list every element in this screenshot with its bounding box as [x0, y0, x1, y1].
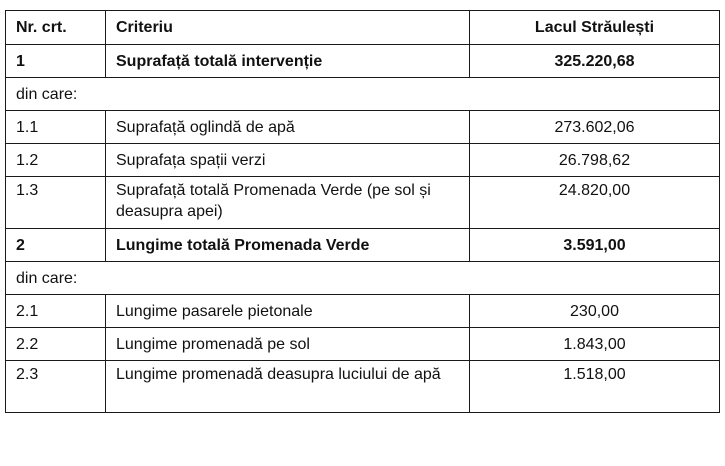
criteria-table: [5, 10, 720, 413]
table-row: [6, 295, 720, 328]
table-row: [6, 361, 720, 413]
row-nr: 2.1: [6, 295, 106, 328]
table-row: [6, 144, 720, 177]
table-row: [6, 111, 720, 144]
row-criteriu: Suprafața spații verzi: [106, 144, 470, 177]
row-criteriu: Suprafață totală Promenada Verde (pe sol și deasupra apei): [106, 177, 470, 229]
row-value: 24.820,00: [470, 177, 720, 229]
row-nr: 1.2: [6, 144, 106, 177]
row-value: 230,00: [470, 295, 720, 328]
row-criteriu: Lungime promenadă deasupra luciului de apă: [106, 361, 470, 413]
table-row-subheading: [6, 78, 720, 111]
row-nr: 2.3: [6, 361, 106, 413]
row-nr: 1.3: [6, 177, 106, 229]
row-nr: 1: [6, 45, 106, 78]
table-row: [6, 229, 720, 262]
row-criteriu: Lungime pasarele pietonale: [106, 295, 470, 328]
row-criteriu: Lungime totală Promenada Verde: [106, 229, 470, 262]
table-row: [6, 328, 720, 361]
row-value: 1.518,00: [470, 361, 720, 413]
row-value: 3.591,00: [470, 229, 720, 262]
table-row: [6, 177, 720, 229]
row-criteriu: Suprafață totală intervenție: [106, 45, 470, 78]
row-criteriu: Lungime promenadă pe sol: [106, 328, 470, 361]
row-value: 273.602,06: [470, 111, 720, 144]
row-nr: 2.2: [6, 328, 106, 361]
row-value: 1.843,00: [470, 328, 720, 361]
header-nr: Nr. crt.: [6, 11, 106, 45]
table-header-row: [6, 11, 720, 45]
row-nr: 1.1: [6, 111, 106, 144]
row-nr: 2: [6, 229, 106, 262]
row-value: 26.798,62: [470, 144, 720, 177]
subheading-text: din care:: [6, 78, 720, 111]
header-value: Lacul Străulești: [470, 11, 720, 45]
subheading-text: din care:: [6, 262, 720, 295]
row-criteriu: Suprafață oglindă de apă: [106, 111, 470, 144]
table-row-subheading: [6, 262, 720, 295]
row-value: 325.220,68: [470, 45, 720, 78]
header-criteriu: Criteriu: [106, 11, 470, 45]
table-row: [6, 45, 720, 78]
